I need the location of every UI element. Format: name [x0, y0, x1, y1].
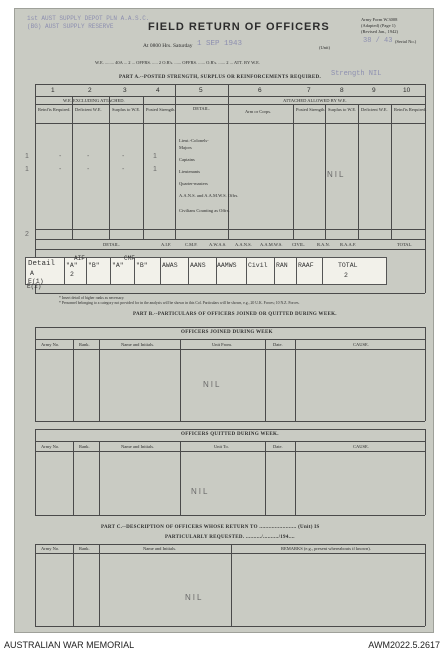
slip-aif-a: "A" [66, 262, 78, 269]
slip-cmf-b: "B" [136, 262, 148, 269]
rule [35, 429, 36, 515]
slip-aif-label: AIF [74, 255, 85, 262]
row1-deficient: - [59, 153, 62, 160]
rule [99, 441, 100, 515]
rule [35, 229, 425, 230]
hdr-reinf-left: Reinf'ts Required. [38, 107, 71, 112]
col-num-6: 6 [258, 87, 262, 94]
row2-strength: 1 [153, 166, 157, 173]
joined-title: OFFICERS JOINED DURING WEEK [181, 330, 273, 335]
row2-posted: - [122, 166, 125, 173]
rule [35, 441, 425, 442]
part-c-col-remarks: REMARKS (e.g., present whereabouts if known). [281, 546, 371, 551]
row2-surplus: - [87, 166, 90, 173]
hdr-deficient-right: Deficient W.E. [361, 107, 388, 112]
rule [425, 84, 426, 293]
strength-note: Strength NIL [331, 70, 382, 78]
detail-header: DETAIL. [193, 106, 211, 111]
rule [293, 104, 294, 239]
rule [35, 451, 425, 452]
rule [180, 441, 181, 515]
rule [35, 96, 425, 97]
row1-reinf: 1 [25, 153, 29, 160]
bottom-hdr-raaf: R.A.A.F. [340, 242, 357, 247]
quitted-col-rank: Rank. [79, 444, 90, 449]
rule [35, 249, 425, 250]
rule [425, 327, 426, 421]
rule [425, 544, 426, 626]
col-num-9: 9 [372, 87, 376, 94]
rule [35, 626, 425, 627]
rule [109, 96, 110, 239]
row1-posted: - [122, 153, 125, 160]
slip-aamws: AAMWS [217, 262, 237, 269]
rule [35, 515, 425, 516]
hdr-reinf-right: Reinf'ts Required. [394, 107, 427, 112]
bottom-hdr-ran: R.A.N. [317, 242, 330, 247]
detail-item: Quarter-masters [179, 181, 208, 186]
joined-col-date: Date. [273, 342, 283, 347]
serial-number: 38 / 43 [363, 37, 393, 45]
joined-col-rank: Rank. [79, 342, 90, 347]
rule [265, 441, 266, 515]
col-num-2: 2 [88, 87, 92, 94]
rule [73, 441, 74, 515]
col-num-4: 4 [156, 87, 160, 94]
rule [325, 104, 326, 239]
part-c-col-army-no: Army No. [41, 546, 60, 551]
col-num-1: 1 [51, 87, 55, 94]
group-we-excluding: W.E. EXCLUDING ATTACHED. [63, 98, 125, 103]
rule [295, 339, 296, 421]
part-c-col-name: Name and Initials. [143, 546, 177, 551]
hdr-posted-right: Posted Strength. [296, 107, 326, 112]
form-ref-2: (Adapted) (Page 1) [361, 23, 396, 28]
hdr-surplus-left: Surplus to W.E. [112, 107, 141, 112]
col-num-7: 7 [307, 87, 311, 94]
hdr-deficient-left: Deficient W.E. [75, 107, 102, 112]
joined-nil: NIL [203, 380, 222, 389]
slip-ran: RAN [276, 262, 288, 269]
col-num-10: 10 [403, 87, 411, 94]
footnote-1: * Insert detail of higher ranks as necessary. [59, 296, 125, 300]
rule [228, 84, 229, 239]
form-sheet [14, 8, 434, 633]
rule [99, 339, 100, 421]
rule [295, 441, 296, 515]
rule [231, 544, 232, 626]
part-c-heading: PART C.--DESCRIPTION OF OFFICERS WHOSE RETURN TO ........................ (Unit) IS [101, 525, 320, 530]
slip-awas: AWAS [162, 262, 178, 269]
hdr-surplus-right: Surplus to W.E. [328, 107, 357, 112]
rule [35, 553, 425, 554]
rule [35, 327, 425, 328]
slip-cmf-label: CMF [124, 255, 135, 262]
rule [143, 96, 144, 239]
slip-aans: AANS [190, 262, 206, 269]
slip-raaf: RAAF [298, 262, 314, 269]
rule [391, 104, 392, 239]
quitted-nil: NIL [191, 487, 210, 496]
rule [35, 104, 425, 105]
quitted-col-army-no: Army No. [41, 444, 60, 449]
detail-item: Lieutenants [179, 169, 200, 174]
slip-cmf-a: "A" [112, 262, 124, 269]
slip-civil: Civil [248, 262, 268, 269]
part-c-heading2: PARTICULARLY REQUESTED. ........../........../194.... [165, 535, 295, 540]
hdr-arm-corps: Arm or Corps. [245, 109, 272, 114]
date-stamp: 1 SEP 1943 [197, 40, 243, 48]
slip-row-e1: E(1) [28, 278, 44, 285]
rule [35, 349, 425, 350]
rule [35, 339, 425, 340]
col-num-5: 5 [199, 87, 203, 94]
detail-item: Majors [179, 145, 192, 150]
detail-item: Lieut.-Colonels- [179, 138, 209, 143]
part-a-heading: PART A.--POSTED STRENGTH, SURPLUS OR REINFORCEMENTS REQUIRED. [119, 75, 321, 80]
form-ref-1: Army Form W.3008 [361, 17, 398, 22]
joined-col-unit-from: Unit From. [212, 342, 233, 347]
footer-accession-number: AWM2022.5.2617 [368, 640, 440, 650]
quitted-col-date: Date. [273, 444, 283, 449]
hdr-posted-left: Posted Strength. [146, 107, 176, 112]
quitted-title: OFFICERS QUITTED DURING WEEK. [181, 432, 279, 437]
bottom-hdr-aans: A.A.N.S. [235, 242, 252, 247]
quitted-col-cause: CAUSE. [353, 444, 369, 449]
rule [72, 96, 73, 239]
part-b-heading: PART B.--PARTICULARS OF OFFICERS JOINED OR QUITTED DURING WEEK. [133, 312, 337, 317]
footer-institution: AUSTRALIAN WAR MEMORIAL [4, 640, 135, 650]
form-title: FIELD RETURN OF OFFICERS [148, 21, 330, 33]
rule [265, 339, 266, 421]
slip-value-1: 2 [70, 271, 74, 278]
rule [35, 84, 425, 85]
unit-label: (Unit) [319, 45, 330, 50]
part-a-total: 2 [25, 231, 29, 238]
rule [35, 429, 425, 430]
detail-item: Civilians Counting as Offrs. [179, 208, 230, 213]
rule [35, 544, 425, 545]
detail-item: A.A.N.S. and A.A.M.W.S. Offrs. [179, 193, 239, 198]
pasted-detail-slip [25, 257, 387, 285]
we-line: W.E. ........ 40A ... 2 ... OFFRS. ..... 2 O.R's. ...... OFFRS. ...... O.R's. ...... 2 ... ATT. BY W.E. [95, 60, 260, 65]
rule [73, 339, 74, 421]
unit-stamp-line1: 1st AUST SUPPLY DEPOT PLN A.A.S.C. [27, 15, 150, 22]
rule [180, 339, 181, 421]
rule [99, 544, 100, 626]
row2-reinf: 1 [25, 166, 29, 173]
part-a-nil: NIL [327, 170, 346, 179]
bottom-hdr-awas: A.W.A.S. [209, 242, 227, 247]
slip-row-e2: E(2) [27, 283, 42, 290]
row1-surplus: - [87, 153, 90, 160]
slip-row-a: A [30, 270, 34, 277]
rule [35, 421, 425, 422]
serial-label: (Serial No.) [395, 39, 417, 44]
group-attached: ATTACHED ALLOWED BY W.E. [283, 98, 347, 103]
rule [35, 239, 425, 240]
row2-deficient: - [59, 166, 62, 173]
bottom-hdr-civil: CIVIL. [292, 242, 306, 247]
part-c-col-rank: Rank. [79, 546, 90, 551]
date-line: At 0800 Hrs. Saturday [143, 43, 193, 49]
slip-total: TOTAL [338, 262, 358, 269]
slip-value-2: 2 [344, 272, 348, 279]
bottom-hdr-detail: DETAIL. [103, 242, 121, 247]
form-ref-3: (Revised Jan., 1942) [361, 29, 398, 34]
rule [425, 429, 426, 515]
part-c-nil: NIL [185, 593, 204, 602]
col-num-8: 8 [340, 87, 344, 94]
row1-strength: 1 [153, 153, 157, 160]
rule [35, 123, 425, 124]
joined-col-cause: CAUSE. [353, 342, 369, 347]
col-num-3: 3 [123, 87, 127, 94]
quitted-col-unit-to: Unit To. [214, 444, 229, 449]
bottom-hdr-total: TOTAL. [397, 242, 413, 247]
joined-col-army-no: Army No. [41, 342, 60, 347]
slip-detail: Detail [28, 260, 56, 268]
bottom-hdr-aamws: A.A.M.W.S. [260, 242, 283, 247]
bottom-hdr-cmf: C.M.F. [185, 242, 198, 247]
footnote-2: * Personnel belonging to a category not provided for in the analysis will be shown in this Col. Particulars will be shown, e.g., 20 U.K. Forces; 10 N.Z. Forces. [59, 301, 300, 305]
rule [73, 544, 74, 626]
bottom-hdr-aif: A.I.F. [161, 242, 172, 247]
rule [35, 327, 36, 421]
slip-aif-b: "B" [88, 262, 100, 269]
unit-stamp-line2: (BG) AUST SUPPLY RESERVE [27, 23, 114, 30]
joined-col-name: Name and Initials. [121, 342, 155, 347]
quitted-col-name: Name and Initials. [121, 444, 155, 449]
detail-item: Captains [179, 157, 195, 162]
rule [35, 544, 36, 626]
rule [35, 293, 425, 294]
rule [358, 104, 359, 239]
